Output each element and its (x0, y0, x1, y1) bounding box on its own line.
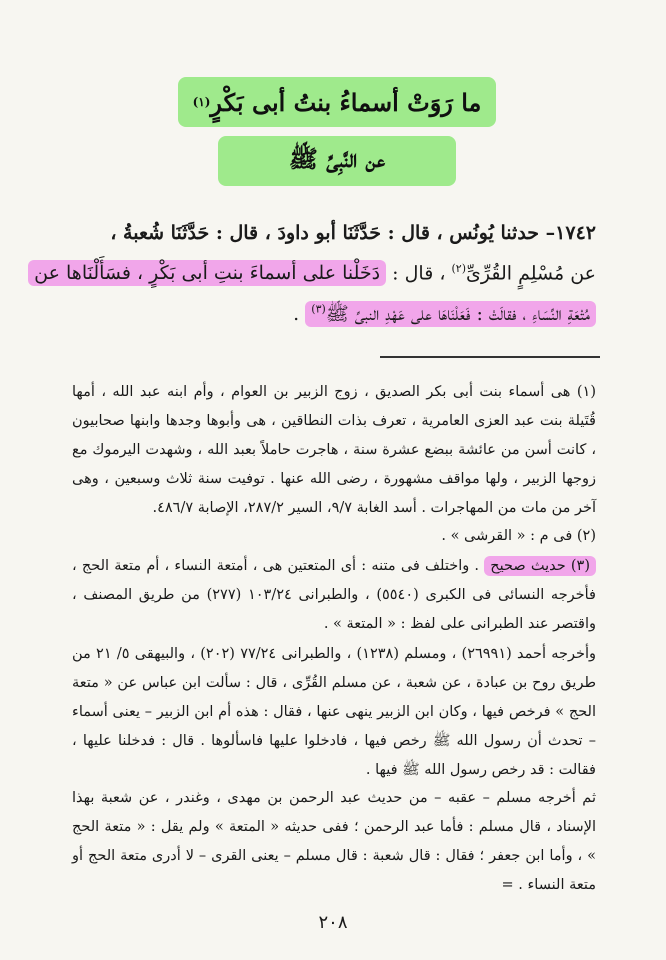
title-footnote-ref: (١) (192, 95, 211, 109)
footnote-2 (72, 522, 596, 551)
footnote-separator (380, 356, 600, 358)
footnote-1-text: (١) هى أسماء بنت أبى بكر الصديق ، زوج الزبير بن العوام ، وأم ابنه عبد الله ، أمها قُتَيلة بنت عبد العزى العامرية ، تعرف بذات النطاقين ، هى وأبوها وجدها وابنها صحابيون ، كانت أسن من عائشة ببضع عشرة سنة ، هاجرت حاملاً بعبد الله ، وشهدت اليرموك مع زوجها الزبير ، ولها مواقف مشهورة ، رضى الله عنها . توفيت سنة ثلاث وسبعين ، وهى آخر من مات من المهاجرات . أسد الغابة ٩/٧، السير ٢٨٧/٢، الإصابة ٤٨٦/٧. (72, 384, 596, 516)
footnote-3 (72, 552, 596, 639)
chapter-title-text-2: عن النَّبِىِّ ﷺ (288, 143, 386, 173)
footnote-3-para-2-text: وأخرجه أحمد (٢٦٩٩١) ، ومسلم (١٢٣٨) ، والطبرانى ٧٧/٢٤ (٢٠٢) ، والبيهقى ٥/ ٢١ من طريق روح بن عبادة ، عن شعبة ، عن مسلم القُرِّى ، قال : سألت ابن عباس عن « متعة الحج » فرخص فيها ، وكان ابن الزبير ينهى عنها ، فقال : هذه أم ابن الزبير – يعنى أسماء – تحدث أن رسول الله ﷺ رخص فيها ، فادخلوا عليها فاسألوها . قال : فدخلنا عليها ، فقالت : قد رخص رسول الله ﷺ فيها . (72, 646, 596, 778)
page-number: ٢٠٨ (318, 912, 348, 933)
footnote-3-para-3 (72, 784, 596, 900)
footnote-2-text: (٢) فى م : « القرشى » . (441, 528, 596, 544)
chapter-title-line2 (218, 136, 456, 186)
hadith-highlight-2 (305, 301, 596, 327)
hadith-text-1: ١٧٤٢– حدثنا يُونُس ، قال : حَدَّثَنَا أبو داودَ ، قال : حَدَّثَنَا شُعبةُ ، (110, 222, 596, 244)
footnote-3-para-2 (72, 640, 596, 785)
hadith-footnote-ref-3: (٣) (311, 302, 326, 316)
chapter-title-line1 (178, 77, 496, 127)
hadith-narrator: عن مُسْلِمٍ القُرِّىِّ (466, 262, 596, 285)
footnote-1 (72, 378, 596, 523)
hadith-footnote-ref-2: (٢) (451, 262, 467, 275)
hadith-highlight-1: دَخَلْنا على أسماءَ بنتِ أبى بَكْرٍ ، فسَأَلْنَاها عن (28, 260, 386, 286)
hadith-line-3: مُتْعَةِ النِّسَاءِ ، فقالَتْ : فَعَلْنَاهَا على عَهْدِ النبىِّ ﷺ$^{(٣)}$ . (293, 302, 596, 330)
footnote-3-text: . واختلف فى متنه : أى المتعتين هى ، أمتعة النساء ، أم متعة الحج ، فأخرجه النسائى فى الكبرى (٥٥٤٠) ، والطبرانى ١٠٣/٢٤ (٢٧٧) من طريق المصنف ، واقتصر عند الطبرانى على لفظ : « المتعة » . (72, 558, 596, 632)
hadith-highlight-2-text: مُتْعَةِ النِّسَاءِ ، فقالَتْ : فَعَلْنَاهَا على عَهْدِ النبىِّ ﷺ (325, 303, 590, 325)
footnote-3-para-3-text: ثم أخرجه مسلم – عقبه – من حديث عبد الرحمن بن مهدى ، وغندر ، عن شعبة بهذا الإسناد ، قال مسلم : فأما عبد الرحمن ؛ ففى حديثه « المتعة » ولم يقل : « متعة الحج » ، وأما ابن جعفر ؛ فقال : قال شعبة : قال مسلم – يعنى القرى – لا أدرى متعة الحج أو متعة النساء . = (72, 790, 596, 893)
hadith-qal: ، قال : (392, 262, 446, 285)
footnote-3-highlight: (٣) حديث صحيح (484, 556, 596, 576)
hadith-line-1 (110, 222, 596, 244)
hadith-line-2 (28, 262, 596, 284)
chapter-title-text: ما رَوَتْ أسماءُ بنتُ أبى بَكْرٍ (210, 87, 482, 117)
